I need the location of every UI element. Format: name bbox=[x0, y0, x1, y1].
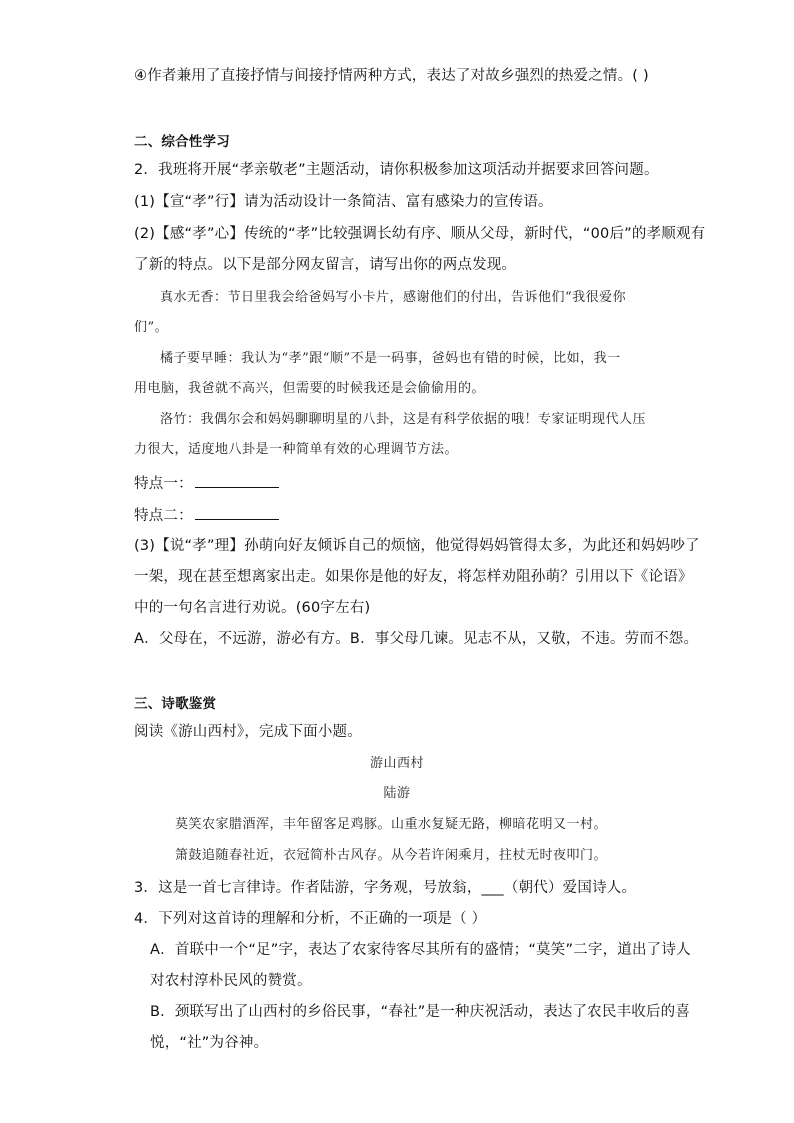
feature-1-answer-blank[interactable] bbox=[195, 473, 279, 488]
q2-part3-line2: 一架，现在甚至想离家出走。如果你是他的好友，将怎样劝阻孙萌？引用以下《论语》 bbox=[134, 569, 693, 585]
poem-line-1: 莫笑农家腊酒浑，丰年留客足鸡豚。山重水复疑无路，柳暗花明又一村。 bbox=[175, 817, 608, 832]
section-3-heading: 三、诗歌鉴赏 bbox=[134, 696, 217, 712]
q2-intro: 2．我班将开展“孝亲敬老”主题活动，请你积极参加这项活动并据要求回答问题。 bbox=[134, 162, 659, 178]
comment-2-line2: 用电脑，我爸就不高兴，但需要的时候我还是会偷偷用的。 bbox=[134, 381, 486, 396]
poem-title: 游山西村 bbox=[369, 756, 424, 771]
comment-1-line2: 们”。 bbox=[134, 320, 169, 335]
poem-line-2: 箫鼓追随春社近，衣冠简朴古风存。从今若许闲乘月，拄杖无时夜叩门。 bbox=[175, 848, 608, 863]
feature-2-answer-blank[interactable] bbox=[195, 505, 279, 520]
feature-2 bbox=[134, 505, 279, 526]
comment-3-line2: 力很大，适度地八卦是一种简单有效的心理调节方法。 bbox=[134, 442, 459, 457]
q1-item-4: ④作者兼用了直接抒情与间接抒情两种方式，表达了对故乡强烈的热爱之情。( ) bbox=[134, 68, 649, 84]
q4-option-a-line1: A．首联中一个“足”字，表达了农家待客尽其所有的盛情；“莫笑”二字，道出了诗人 bbox=[150, 942, 691, 958]
comment-1-line1: 真水无香：节日里我会给爸妈写小卡片，感谢他们的付出，告诉他们“我很爱你 bbox=[160, 290, 627, 305]
comment-3-line1: 洛竹：我偶尔会和妈妈聊聊明星的八卦，这是有科学依据的哦！专家证明现代人压 bbox=[160, 412, 647, 427]
q2-part2-line1: (2)【感“孝”心】传统的“孝”比较强调长幼有序、顺从父母，新时代，“00后”的孝顺观有 bbox=[134, 226, 706, 242]
comment-2-line1: 橘子要早睡：我认为“孝”跟“顺”不是一码事，爸妈也有错的时候，比如，我一 bbox=[160, 351, 621, 366]
poem-intro: 阅读《游山西村》，完成下面小题。 bbox=[134, 724, 362, 740]
q4-option-a-line2: 对农村淳朴民风的赞赏。 bbox=[150, 973, 312, 989]
q2-part3-line3: 中的一句名言进行劝说。(60字左右) bbox=[134, 600, 371, 616]
q4: 4．下列对这首诗的理解和分析，不正确的一项是（ ） bbox=[134, 911, 487, 927]
q2-part2-line2: 了新的特点。以下是部分网友留言，请写出你的两点发现。 bbox=[134, 257, 517, 273]
q2-part3-line1: (3)【说“孝”理】孙萌向好友倾诉自己的烦恼，他觉得妈妈管得太多，为此还和妈妈吵了 bbox=[134, 538, 700, 554]
poem-author: 陆游 bbox=[383, 786, 411, 801]
q3: 3．这是一首七言律诗。作者陆游，字务观，号放翁，___（朝代）爱国诗人。 bbox=[134, 880, 637, 896]
analects-quotes: A．父母在，不远游，游必有方。B．事父母几谏。见志不从，又敬，不违。劳而不怨。 bbox=[134, 631, 699, 647]
q4-option-b-line2: 悦，“社”为谷神。 bbox=[150, 1035, 269, 1051]
feature-1-label: 特点一： bbox=[134, 476, 193, 492]
feature-2-label: 特点二： bbox=[134, 508, 193, 524]
feature-1 bbox=[134, 473, 279, 494]
q4-option-b-line1: B．颈联写出了山西村的乡俗民事，“春社”是一种庆祝活动，表达了农民丰收后的喜 bbox=[150, 1004, 691, 1020]
q2-part1: (1)【宣“孝”行】请为活动设计一条简洁、富有感染力的宣传语。 bbox=[134, 194, 553, 210]
section-2-heading: 二、综合性学习 bbox=[134, 134, 230, 150]
